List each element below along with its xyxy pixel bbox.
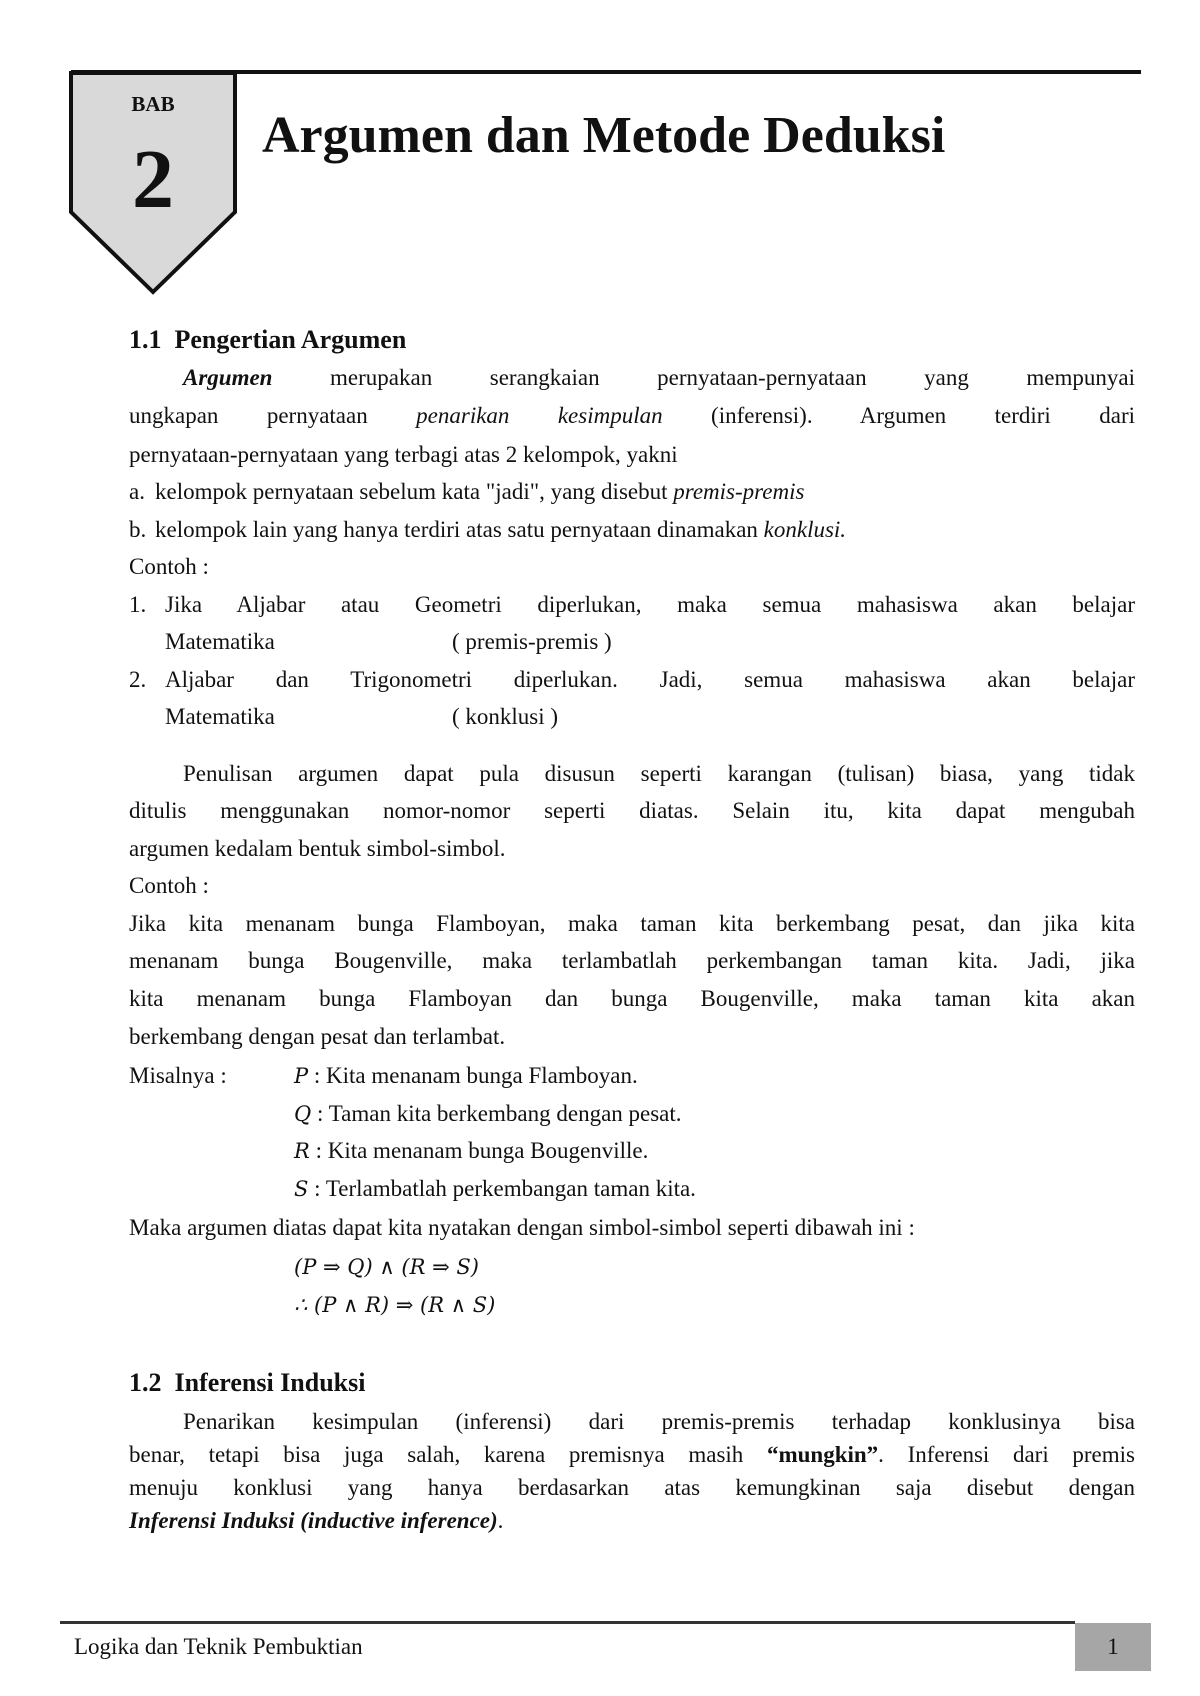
text: . [497, 1508, 504, 1533]
page-title: Argumen dan Metode Deduksi [262, 107, 946, 164]
example-line: Matematika [165, 704, 275, 729]
paragraph-line: menanam bunga Bougenville, maka terlambatlah perkembangan taman kita. Jadi, jika [129, 948, 1135, 973]
text: kelompok lain yang hanya terdiri atas satu pernyataan dinamakan [155, 517, 764, 542]
term-argumen: Argumen [183, 365, 273, 390]
term: premis-premis [673, 479, 805, 504]
text: benar, tetapi bisa juga salah, karena premisnya masih [129, 1442, 767, 1467]
contoh-label: Contoh : [129, 873, 209, 898]
paragraph-line: Maka argumen diatas dapat kita nyatakan dengan simbol-simbol seperti dibawah ini : [129, 1215, 915, 1240]
contoh-label: Contoh : [129, 554, 209, 579]
paragraph-line: Penarikan kesimpulan (inferensi) dari premis-premis terhadap konklusinya bisa [183, 1409, 1135, 1434]
list-item [155, 515, 846, 545]
text: : Kita menanam bunga Bougenville. [309, 1138, 649, 1163]
text: . Inferensi dari premis [878, 1442, 1135, 1467]
section-heading-1-1: 1.1 Pengertian Argumen [129, 325, 407, 354]
symbol: S [294, 1177, 309, 1201]
term: konklusi. [763, 517, 847, 542]
page-number: 1 [1075, 1623, 1151, 1671]
example-note: ( konklusi ) [452, 704, 559, 729]
paragraph-line: argumen kedalam bentuk simbol-simbol. [129, 836, 506, 861]
text: (inferensi). Argumen terdiri dari [662, 403, 1135, 428]
chapter-number: 2 [132, 133, 174, 226]
paragraph-line [183, 363, 1135, 393]
paragraph-line: berkembang dengan pesat dan terlambat. [129, 1024, 506, 1049]
example-marker: 2. [129, 667, 147, 692]
list-item [155, 477, 804, 507]
paragraph-line: kita menanam bunga Flamboyan dan bunga Bougenville, maka taman kita akan [129, 986, 1135, 1011]
text: kelompok pernyataan sebelum kata "jadi", yang disebut [155, 479, 674, 504]
misalnya-label: Misalnya : [129, 1063, 227, 1088]
text: merupakan serangkaian pernyataan-pernyataan yang mempunyai [272, 365, 1135, 390]
formula-conclusion: ∴ (P ∧ R) ⇒ (R ∧ S) [294, 1293, 496, 1317]
paragraph-line [129, 401, 1135, 431]
example-line: Aljabar dan Trigonometri diperlukan. Jadi, semua mahasiswa akan belajar [165, 667, 1135, 692]
paragraph-line: menuju konklusi yang hanya berdasarkan atas kemungkinan saja disebut dengan [129, 1475, 1135, 1500]
example-line: Matematika [165, 629, 275, 654]
paragraph-line: pernyataan-pernyataan yang terbagi atas 2 kelompok, yakni [129, 442, 678, 467]
symbol-def-q [294, 1099, 682, 1129]
text: : Terlambatlah perkembangan taman kita. [308, 1176, 696, 1201]
formula-premise: (P ⇒ Q) ∧ (R ⇒ S) [294, 1255, 479, 1279]
example-line: Jika Aljabar atau Geometri diperlukan, maka semua mahasiswa akan belajar [165, 592, 1135, 617]
paragraph-line [129, 1506, 503, 1536]
symbol-def-s [294, 1174, 696, 1204]
symbol-def-r [294, 1136, 648, 1166]
list-marker: a. [129, 479, 145, 504]
symbol: R [294, 1139, 310, 1163]
text: : Kita menanam bunga Flamboyan. [308, 1063, 638, 1088]
list-marker: b. [129, 517, 147, 542]
text: : Taman kita berkembang dengan pesat. [311, 1101, 682, 1126]
paragraph-line [129, 1440, 1135, 1470]
symbol: Q [294, 1102, 312, 1126]
chapter-label: BAB [131, 92, 175, 116]
example-note: ( premis-premis ) [452, 629, 612, 654]
section-heading-1-2: 1.2 Inferensi Induksi [129, 1368, 366, 1397]
paragraph-line: Jika kita menanam bunga Flamboyan, maka taman kita berkembang pesat, dan jika kita [129, 911, 1135, 936]
emphasis-mungkin: “mungkin” [766, 1442, 879, 1467]
symbol-def-p [294, 1061, 638, 1091]
paragraph-line: ditulis menggunakan nomor-nomor seperti diatas. Selain itu, kita dapat mengubah [129, 798, 1135, 823]
text: ungkapan pernyataan [129, 403, 417, 428]
example-marker: 1. [129, 592, 147, 617]
footer-title: Logika dan Teknik Pembuktian [74, 1634, 363, 1659]
term-penarikan-kesimpulan: penarikan kesimpulan [416, 403, 663, 428]
paragraph-line: Penulisan argumen dapat pula disusun seperti karangan (tulisan) biasa, yang tidak [183, 761, 1135, 786]
footer-rule [60, 1621, 1075, 1624]
term-inferensi-induksi: Inferensi Induksi (inductive inference) [129, 1508, 498, 1533]
symbol: P [294, 1064, 309, 1088]
